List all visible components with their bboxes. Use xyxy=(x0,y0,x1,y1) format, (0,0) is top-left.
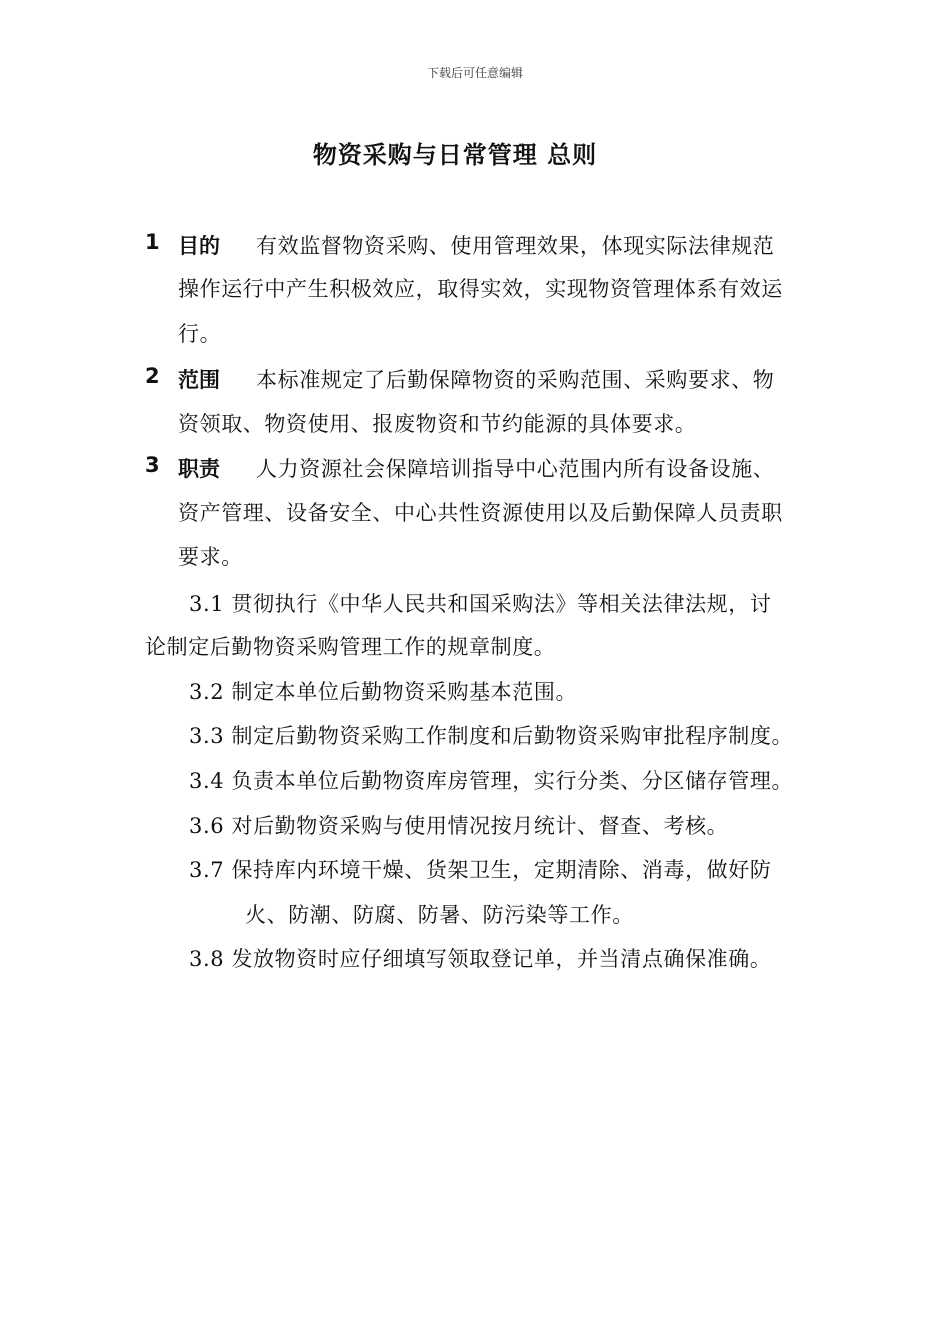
section-3-line-2: 资产管理、设备安全、中心共性资源使用以及后勤保障人员责职 xyxy=(178,501,783,525)
section-1-line-2: 操作运行中产生积极效应，取得实效，实现物资管理体系有效运 xyxy=(178,277,783,301)
section-2-line-1: 本标准规定了后勤保障物资的采购范围、采购要求、物 xyxy=(256,368,775,392)
section-3-number: 3 xyxy=(145,453,160,477)
section-2-label: 范围 xyxy=(178,367,220,392)
section-1-line-3: 行。 xyxy=(178,322,222,346)
subsection-3-7-line-2: 火、防潮、防腐、防暑、防污染等工作。 xyxy=(245,903,634,927)
subsection-3-7-line-1: 3.7 保持库内环境干燥、货架卫生，定期清除、消毒，做好防 xyxy=(189,858,772,882)
document-title: 物资采购与日常管理 总则 xyxy=(312,140,598,169)
subsection-3-8: 3.8 发放物资时应仔细填写领取登记单，并当清点确保准确。 xyxy=(189,947,772,971)
section-1-label: 目的 xyxy=(178,233,220,258)
header-note: 下载后可任意编辑 xyxy=(426,66,523,80)
section-3-line-1: 人力资源社会保障培训指导中心范围内所有设备设施、 xyxy=(256,457,775,481)
section-2-line-2: 资领取、物资使用、报废物资和节约能源的具体要求。 xyxy=(178,412,697,436)
subsection-3-4: 3.4 负责本单位后勤物资库房管理，实行分类、分区储存管理。 xyxy=(189,769,794,793)
section-3-line-3: 要求。 xyxy=(178,545,243,569)
section-2-number: 2 xyxy=(145,364,160,388)
subsection-3-3: 3.3 制定后勤物资采购工作制度和后勤物资采购审批程序制度。 xyxy=(189,724,794,748)
section-1-line-1: 有效监督物资采购、使用管理效果，体现实际法律规范 xyxy=(256,234,775,258)
subsection-3-6: 3.6 对后勤物资采购与使用情况按月统计、督查、考核。 xyxy=(189,814,729,838)
section-3-label: 职责 xyxy=(178,456,220,481)
subsection-3-1-line-2: 论制定后勤物资采购管理工作的规章制度。 xyxy=(145,635,556,659)
subsection-3-1-line-1: 3.1 贯彻执行《中华人民共和国采购法》等相关法律法规，讨 xyxy=(189,592,772,616)
subsection-3-2: 3.2 制定本单位后勤物资采购基本范围。 xyxy=(189,680,578,704)
section-1-number: 1 xyxy=(145,230,160,254)
